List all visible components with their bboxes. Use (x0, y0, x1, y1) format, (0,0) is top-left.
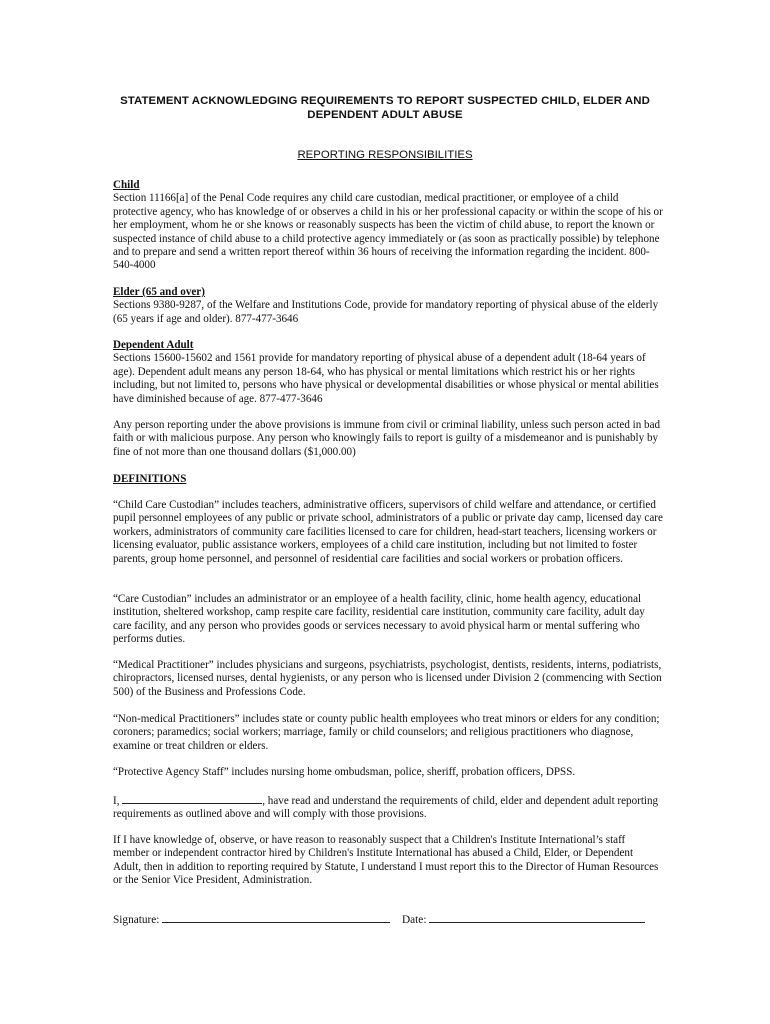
dependent-adult-section (113, 339, 663, 406)
title-line-2: DEPENDENT ADULT ABUSE (307, 109, 463, 121)
immunity-text: Any person reporting under the above provisions is immune from civil or criminal liability, unless such person acted in bad faith or with malicious purpose. Any person who knowingly fails to report is guilty of a misdemeanor and is punishably by fine of not more than one thousand dollars ($1,000.00) (113, 419, 661, 458)
ack-suffix: , have read and understand the requirements of child, elder and dependent adult reporting requirements as outlined above and will comply with those provisions. (113, 795, 659, 821)
definition-child-care-custodian (113, 499, 663, 566)
child-heading: Child (113, 179, 140, 191)
definition-text: “Medical Practitioner” includes physicians and surgeons, psychiatrists, psychologist, dentists, residents, interns, podiatrists, chiropractors, licensed nurses, dental hygienists, or any person who is licensed under Division 2 (commencing with Section 500) of the Business and Professions Code. (113, 659, 662, 698)
definition-text: “Child Care Custodian” includes teachers, administrative officers, supervisors of child welfare and attendance, or certified pupil personnel employees of any public or private school, administrators of a public or private day camp, licensed day care workers, administrators of community care facilities licensed to care for children, head-start teachers, licensing workers or licensing evaluator, public assistance workers, employees of a child care institution, including but not limited to foster parents, group home personnel, and personnel of residential care facilities and social workers or probation officers. (113, 499, 663, 565)
date-row (402, 912, 645, 927)
definition-text: “Non-medical Practitioners” includes state or county public health employees who treat minors or elders for any condition; coroners; paramedics; social workers; marriage, family or child counselors; and religious practitioners who diagnose, examine or treat children or elders. (113, 713, 660, 752)
signature-label: Signature: (113, 914, 160, 926)
definition-text: “Protective Agency Staff” includes nursing home ombudsman, police, sheriff, probation officers, DPSS. (113, 766, 576, 778)
definition-care-custodian (113, 593, 663, 647)
date-label: Date: (402, 914, 427, 926)
title-line-1: STATEMENT ACKNOWLEDGING REQUIREMENTS TO REPORT SUSPECTED CHILD, ELDER AND (120, 95, 650, 107)
knowledge-text: If I have knowledge of, observe, or have reason to reasonably suspect that a Children's Institute International’s staff member or independent contractor hired by Children's Institute International has abused a Child, Elder, or Dependent Adult, then in addition to reporting required by Statute, I understand I must report this to the Director of Human Resources or the Senior Vice President, Administration. (113, 834, 659, 887)
date-field[interactable] (429, 912, 645, 923)
name-blank-field[interactable] (122, 793, 262, 804)
definition-text: “Care Custodian” includes an administrator or an employee of a health facility, clinic, home health agency, educational institution, sheltered workshop, camp respite care facility, residential care institution, community care facility, adult day care facility, and any person who provides goods or services necessary to avoid physical harm or mental suffering who performs duties. (113, 593, 645, 646)
immunity-paragraph (113, 419, 663, 459)
document-title (100, 94, 670, 122)
child-section (113, 179, 663, 273)
elder-text: Sections 9380-9287, of the Welfare and Institutions Code, provide for mandatory reporting of physical abuse of the elderly (65 years if age and older). 877-477-3646 (113, 299, 659, 325)
definition-protective-agency-staff (113, 766, 663, 779)
elder-heading: Elder (65 and over) (113, 286, 205, 298)
section-subtitle: REPORTING RESPONSIBILITIES (297, 149, 473, 161)
dependent-adult-text: Sections 15600-15602 and 1561 provide for mandatory reporting of physical abuse of a dependent adult (18-64 years of age). Dependent adult means any person 18-64, who has physical or mental limitations which restrict his or her rights including, but not limited to, persons who have physical or developmental disabilities or whose physical or mental abilities have diminished because of age. 877-477-3646 (113, 352, 659, 405)
definition-non-medical-practitioners (113, 713, 663, 753)
acknowledgement-paragraph (113, 793, 663, 822)
elder-section (113, 286, 663, 326)
signature-field[interactable] (162, 912, 390, 923)
child-text: Section 11166[a] of the Penal Code requires any child care custodian, medical practitioner, or employee of a child protective agency, who has knowledge of or observes a child in his or her professional capacity or within the scope of his or her employment, whom he or she knows or reasonably suspects has been the victim of child abuse, to report the known or suspected instance of child abuse to a child protective agency immediately or (as soon as practically possible) by telephone and to prepare and send a written report thereof within 36 hours of receiving the information regarding the incident. 800-540-4000 (113, 192, 663, 272)
knowledge-paragraph (113, 834, 663, 888)
dependent-adult-heading: Dependent Adult (113, 339, 194, 351)
ack-prefix: I, (113, 795, 120, 807)
definitions-section (113, 473, 663, 486)
definition-medical-practitioner (113, 659, 663, 699)
definitions-heading: DEFINITIONS (113, 473, 187, 485)
signature-row (113, 912, 390, 927)
